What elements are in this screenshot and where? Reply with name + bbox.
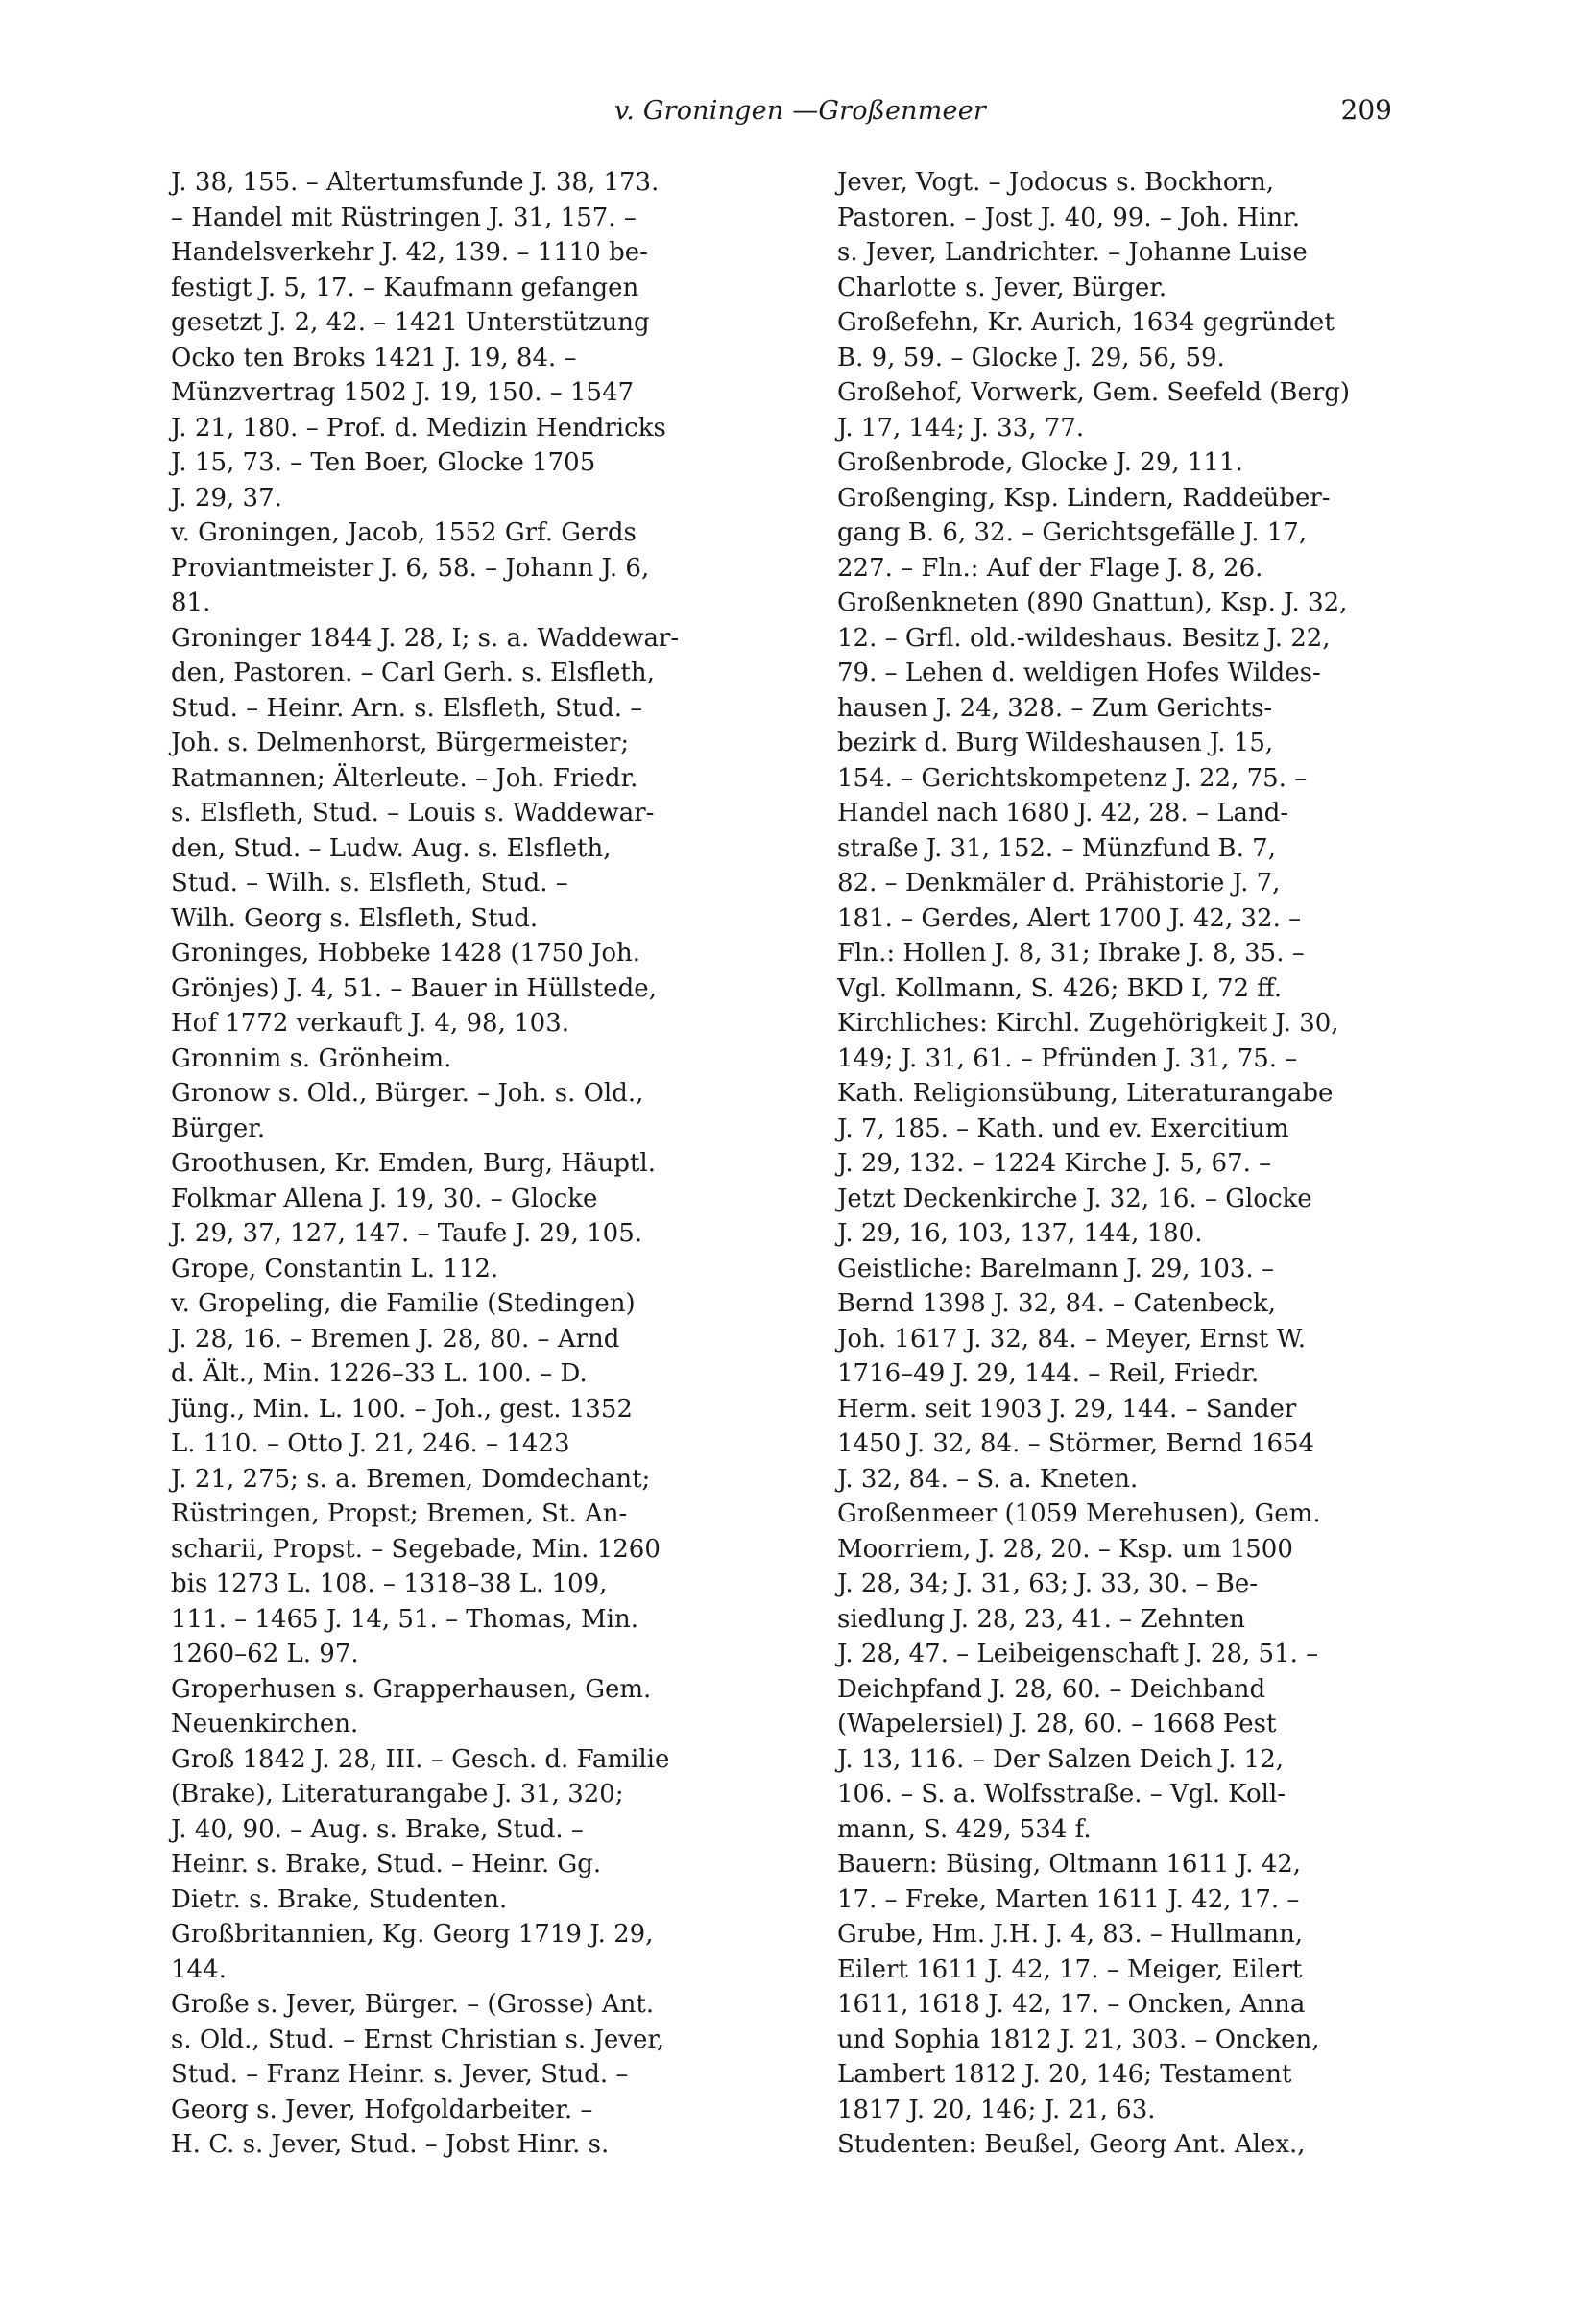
index-line: J. 32, 84. – S. a. Kneten. [837, 1464, 1139, 1494]
index-line: 227. – Fln.: Auf der Flage J. 8, 26. [837, 553, 1263, 583]
index-line: 1716–49 J. 29, 144. – Reil, Friedr. [837, 1359, 1260, 1388]
running-title: v. Groningen —Großenmeer [614, 96, 986, 126]
index-line: Stud. – Heinr. Arn. s. Elsfleth, Stud. – [171, 693, 643, 723]
index-line: – Handel mit Rüstringen J. 31, 157. – [171, 203, 637, 232]
index-line: Groperhusen s. Grapperhausen, Gem. [171, 1674, 652, 1704]
index-line: Moorriem, J. 28, 20. – Ksp. um 1500 [837, 1534, 1293, 1564]
index-line: festigt J. 5, 17. – Kaufmann gefangen [171, 273, 639, 302]
index-line: gang B. 6, 32. – Gerichtsgefälle J. 17, [837, 518, 1308, 547]
index-line: Rüstringen, Propst; Bremen, St. An- [171, 1499, 628, 1528]
index-line: 149; J. 31, 61. – Pfründen J. 31, 75. – [837, 1043, 1298, 1073]
index-line: bis 1273 L. 108. – 1318–38 L. 109, [171, 1569, 608, 1598]
index-line: Großbritannien, Kg. Georg 1719 J. 29, [171, 1920, 654, 1949]
index-line: Jever, Vogt. – Jodocus s. Bockhorn, [837, 168, 1274, 197]
index-line: Heinr. s. Brake, Stud. – Heinr. Gg. [171, 1850, 602, 1879]
index-line: Eilert 1611 J. 42, 17. – Meiger, Eilert [837, 1954, 1303, 1984]
index-line: 12. – Grfl. old.-wildeshaus. Besitz J. 22, [837, 623, 1331, 653]
index-line: L. 110. – Otto J. 21, 246. – 1423 [171, 1429, 570, 1458]
index-line: Große s. Jever, Bürger. – (Grosse) Ant. [171, 1990, 655, 2019]
index-line: siedlung J. 28, 23, 41. – Zehnten [837, 1604, 1245, 1634]
index-line: Grube, Hm. J.H. J. 4, 83. – Hullmann, [837, 1920, 1304, 1949]
index-line: straße J. 31, 152. – Münzfund B. 7, [837, 833, 1276, 863]
index-line: Gronnim s. Grönheim. [171, 1043, 452, 1073]
index-line: J. 17, 144; J. 33, 77. [837, 413, 1085, 443]
index-line: s. Jever, Landrichter. – Johanne Luise [837, 238, 1308, 267]
index-line: J. 15, 73. – Ten Boer, Glocke 1705 [171, 448, 596, 477]
index-line: J. 28, 16. – Bremen J. 28, 80. – Arnd [171, 1324, 620, 1354]
index-line: Fln.: Hollen J. 8, 31; Ibrake J. 8, 35. – [837, 939, 1305, 968]
index-line: J. 28, 34; J. 31, 63; J. 33, 30. – Be- [837, 1569, 1259, 1598]
index-line: Groninges, Hobbeke 1428 (1750 Joh. [171, 939, 641, 968]
index-line: Deichpfand J. 28, 60. – Deichband [837, 1674, 1266, 1704]
index-line: Herm. seit 1903 J. 29, 144. – Sander [837, 1394, 1297, 1424]
index-line: den, Stud. – Ludw. Aug. s. Elsfleth, [171, 833, 612, 863]
index-line: Vgl. Kollmann, S. 426; BKD I, 72 ff. [837, 973, 1283, 1003]
index-line: gesetzt J. 2, 42. – 1421 Unterstützung [171, 308, 650, 337]
index-line: (Brake), Literaturangabe J. 31, 320; [171, 1780, 624, 1809]
index-line: J. 40, 90. – Aug. s. Brake, Stud. – [171, 1814, 584, 1844]
index-line: B. 9, 59. – Glocke J. 29, 56, 59. [837, 343, 1225, 372]
index-line: Charlotte s. Jever, Bürger. [837, 273, 1167, 302]
index-line: J. 21, 275; s. a. Bremen, Domdechant; [171, 1464, 651, 1494]
index-line: Großefehn, Kr. Aurich, 1634 gegründet [837, 308, 1335, 337]
index-line: 181. – Gerdes, Alert 1700 J. 42, 32. – [837, 903, 1302, 933]
index-line: Grope, Constantin L. 112. [171, 1254, 499, 1283]
index-line: bezirk d. Burg Wildeshausen J. 15, [837, 729, 1274, 757]
index-line: Stud. – Franz Heinr. s. Jever, Stud. – [171, 2060, 629, 2089]
index-line: d. Ält., Min. 1226–33 L. 100. – D. [171, 1359, 588, 1388]
right-column [837, 165, 1408, 2163]
index-line: 154. – Gerichtskompetenz J. 22, 75. – [837, 763, 1308, 793]
left-column [171, 165, 742, 2163]
index-line: J. 13, 116. – Der Salzen Deich J. 12, [837, 1744, 1285, 1774]
index-line: s. Old., Stud. – Ernst Christian s. Jever, [171, 2025, 665, 2054]
index-line: 106. – S. a. Wolfsstraße. – Vgl. Koll- [837, 1780, 1286, 1809]
index-line: scharii, Propst. – Segebade, Min. 1260 [171, 1534, 661, 1564]
index-line: Großenbrode, Glocke J. 29, 111. [837, 448, 1243, 477]
index-line: Bauern: Büsing, Oltmann 1611 J. 42, [837, 1850, 1302, 1879]
index-line: 79. – Lehen d. weldigen Hofes Wildes- [837, 659, 1321, 687]
page-number: 209 [1340, 94, 1392, 126]
index-line: Pastoren. – Jost J. 40, 99. – Joh. Hinr. [837, 203, 1301, 232]
index-line: Jüng., Min. L. 100. – Joh., gest. 1352 [171, 1394, 633, 1424]
index-line: Dietr. s. Brake, Studenten. [171, 1884, 508, 1914]
index-line: Kath. Religionsübung, Literaturangabe [837, 1079, 1334, 1108]
index-line: Grönjes) J. 4, 51. – Bauer in Hüllstede, [171, 973, 657, 1003]
index-line: Groß 1842 J. 28, III. – Gesch. d. Familie [171, 1744, 670, 1774]
index-line: Großenmeer (1059 Merehusen), Gem. [837, 1499, 1321, 1528]
index-line: H. C. s. Jever, Stud. – Jobst Hinr. s. [171, 2130, 610, 2159]
index-line: J. 29, 16, 103, 137, 144, 180. [837, 1219, 1203, 1248]
index-line: Proviantmeister J. 6, 58. – Johann J. 6, [171, 553, 650, 583]
index-line: Ratmannen; Älterleute. – Joh. Friedr. [171, 763, 638, 793]
index-line: Joh. 1617 J. 32, 84. – Meyer, Ernst W. [837, 1324, 1307, 1354]
index-line: Groninger 1844 J. 28, I; s. a. Waddewar- [171, 623, 680, 653]
index-line: Handelsverkehr J. 42, 139. – 1110 be- [171, 238, 648, 267]
index-line: 1260–62 L. 97. [171, 1640, 359, 1668]
index-line: Bernd 1398 J. 32, 84. – Catenbeck, [837, 1289, 1277, 1318]
index-line: J. 29, 37, 127, 147. – Taufe J. 29, 105. [171, 1219, 643, 1248]
index-line: J. 21, 180. – Prof. d. Medizin Hendricks [171, 413, 666, 443]
index-line: Lambert 1812 J. 20, 146; Testament [837, 2060, 1292, 2089]
index-line: Groothusen, Kr. Emden, Burg, Häuptl. [171, 1149, 656, 1178]
index-line: (Wapelersiel) J. 28, 60. – 1668 Pest [837, 1710, 1277, 1738]
index-line: Folkmar Allena J. 19, 30. – Glocke [171, 1184, 598, 1213]
index-line: den, Pastoren. – Carl Gerh. s. Elsfleth, [171, 659, 655, 687]
index-line: Hof 1772 verkauft J. 4, 98, 103. [171, 1009, 569, 1038]
index-line: J. 29, 132. – 1224 Kirche J. 5, 67. – [837, 1149, 1272, 1178]
index-line: Studenten: Beußel, Georg Ant. Alex., [837, 2130, 1306, 2159]
index-line: v. Groningen, Jacob, 1552 Grf. Gerds [171, 518, 637, 547]
index-line: 1817 J. 20, 146; J. 21, 63. [837, 2095, 1156, 2124]
index-line: Stud. – Wilh. s. Elsfleth, Stud. – [171, 869, 568, 898]
index-line: Handel nach 1680 J. 42, 28. – Land- [837, 799, 1289, 827]
index-line: Gronow s. Old., Bürger. – Joh. s. Old., [171, 1079, 644, 1108]
index-line: Joh. s. Delmenhorst, Bürgermeister; [171, 729, 630, 757]
index-line: hausen J. 24, 328. – Zum Gerichts- [837, 693, 1273, 723]
index-line: 1450 J. 32, 84. – Störmer, Bernd 1654 [837, 1429, 1315, 1458]
index-line: 81. [171, 588, 211, 617]
index-line: J. 29, 37. [171, 483, 282, 513]
index-line: 1611, 1618 J. 42, 17. – Oncken, Anna [837, 1990, 1306, 2019]
index-line: Großenging, Ksp. Lindern, Raddeüber- [837, 483, 1331, 513]
index-line: J. 38, 155. – Altertumsfunde J. 38, 173. [171, 168, 660, 197]
index-line: Geistliche: Barelmann J. 29, 103. – [837, 1254, 1274, 1283]
index-line: J. 7, 185. – Kath. und ev. Exercitium [837, 1114, 1289, 1143]
index-line: Neuenkirchen. [171, 1710, 359, 1738]
index-line: 17. – Freke, Marten 1611 J. 42, 17. – [837, 1884, 1300, 1914]
index-line: Münzvertrag 1502 J. 19, 150. – 1547 [171, 378, 635, 407]
index-line: Ocko ten Broks 1421 J. 19, 84. – [171, 343, 577, 372]
index-line: Kirchliches: Kirchl. Zugehörigkeit J. 30, [837, 1009, 1339, 1038]
index-line: Großenkneten (890 Gnattun), Ksp. J. 32, [837, 588, 1348, 617]
index-line: 82. – Denkmäler d. Prähistorie J. 7, [837, 869, 1281, 898]
index-line: v. Gropeling, die Familie (Stedingen) [171, 1289, 636, 1318]
index-line: Georg s. Jever, Hofgoldarbeiter. – [171, 2095, 593, 2124]
index-line: Bürger. [171, 1114, 266, 1143]
index-line: 111. – 1465 J. 14, 51. – Thomas, Min. [171, 1604, 638, 1634]
index-line: 144. [171, 1954, 227, 1984]
index-line: J. 28, 47. – Leibeigenschaft J. 28, 51. – [837, 1640, 1319, 1668]
index-line: Großehof, Vorwerk, Gem. Seefeld (Berg) [837, 378, 1351, 407]
index-line: mann, S. 429, 534 f. [837, 1814, 1092, 1844]
index-line: s. Elsfleth, Stud. – Louis s. Waddewar- [171, 799, 655, 827]
index-line: Wilh. Georg s. Elsfleth, Stud. [171, 903, 539, 933]
index-line: und Sophia 1812 J. 21, 303. – Oncken, [837, 2025, 1320, 2054]
index-line: Jetzt Deckenkirche J. 32, 16. – Glocke [837, 1184, 1312, 1213]
